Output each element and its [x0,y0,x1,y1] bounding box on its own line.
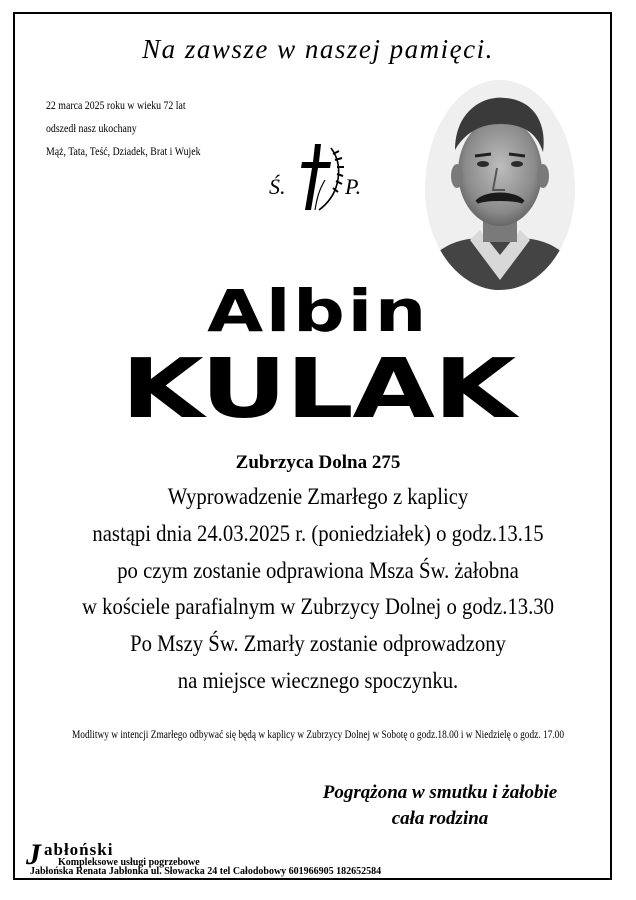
cross-symbol [269,140,364,220]
sp-right-letter: P. [345,174,362,199]
announcement-line: w kościele parafialnym w Zubrzycy Dolnej o godz.13.30 [82,594,554,619]
portrait-photo [425,80,575,290]
logo-name: abłoński [44,840,114,859]
header-title: Na zawsze w naszej pamięci. [142,34,494,64]
family-line-2: cała rodzina [391,808,489,829]
announcement-line: nastąpi dnia 24.03.2025 r. (poniedziałek) o godz.13.15 [92,521,544,546]
announcement-line: Po Mszy Św. Zmarły zostanie odprowadzony [130,631,506,656]
funeral-home-contact: Jabłońska Renata Jabłonka ul. Słowacka 24 tel Całodobowy 601966905 182652584 [30,866,382,877]
logo-tagline: Kompleksowe usługi pogrzebowe [58,857,200,868]
announcement-line: Wyprowadzenie Zmarłego z kaplicy [167,484,469,509]
first-name: Albin [207,277,429,345]
last-name: KULAK [121,342,515,437]
intro-text [46,94,201,163]
logo-initial: J [26,838,41,871]
family-signature [270,780,610,832]
prayer-note: Modlitwy w intencji Zmarłego odbywać się będą w kaplicy w Zubrzycy Dolnej w Sobotę o godz.18.00 i w Niedzielę o godz. 17.00 [71,727,565,741]
sp-left-letter: Ś. [269,174,286,199]
announcement-line: po czym zostanie odprawiona Msza Św. żałobna [117,558,519,583]
cross-icon [297,140,349,218]
address: Zubrzyca Dolna 275 [235,452,401,473]
intro-line: odszedł nasz ukochany [46,121,137,135]
family-line-1: Pogrążona w smutku i żałobie [322,782,558,803]
intro-line: 22 marca 2025 roku w wieku 72 lat [46,98,186,112]
announcement-line: na miejsce wiecznego spoczynku. [177,668,459,693]
portrait-image [425,80,575,290]
intro-line: Mąż, Tata, Teść, Dziadek, Brat i Wujek [46,144,201,158]
